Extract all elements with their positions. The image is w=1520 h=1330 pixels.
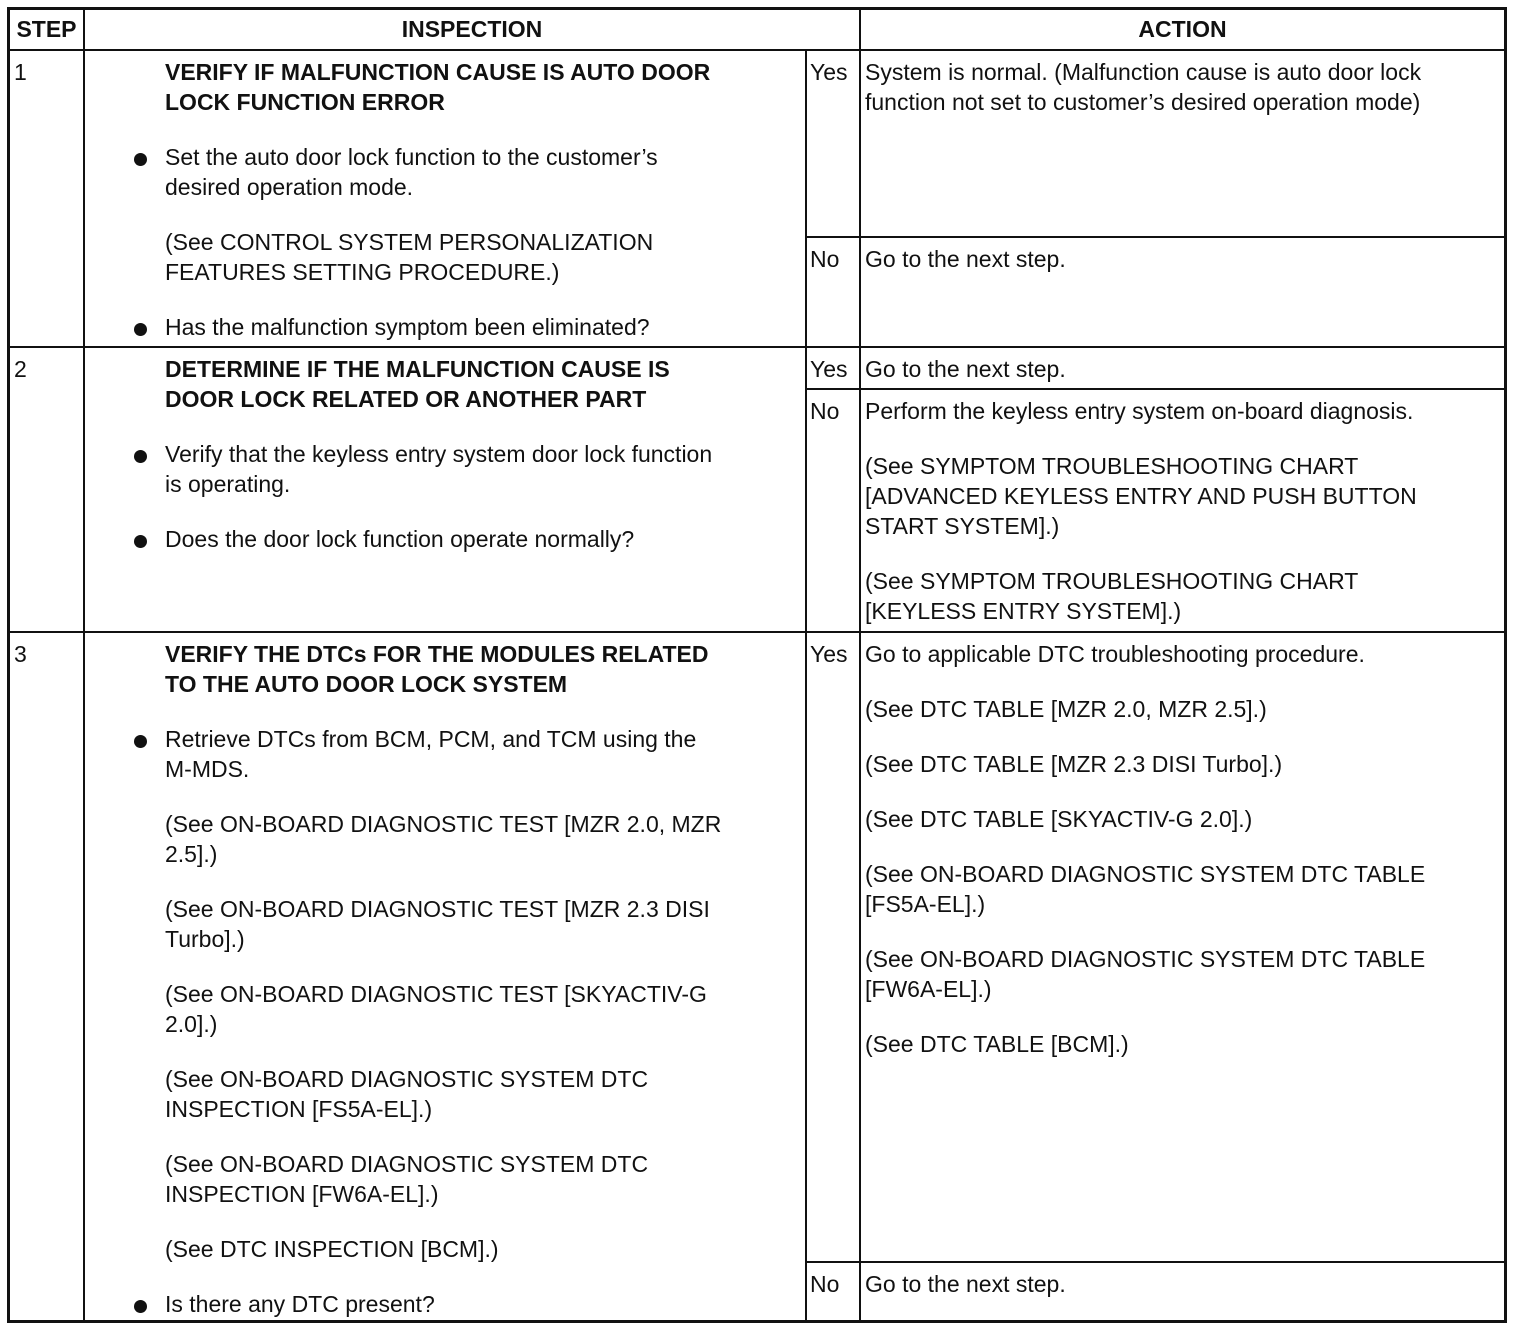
step-title [165,354,670,414]
row2-yes-no-divider [805,388,1504,390]
reference-note-line: (See ON-BOARD DIAGNOSTIC SYSTEM DTC TABLE [865,946,1426,972]
inspection-question: Does the door lock function operate normally? [165,526,635,552]
inspection-item-line: is operating. [165,471,291,497]
row1-divider [10,346,1504,348]
yes-label: Yes [810,59,848,85]
bullet-icon [134,735,147,748]
reference-note-line: (See CONTROL SYSTEM PERSONALIZATION [165,229,654,255]
reference-note [865,451,1417,541]
reference-note-line: (See ON-BOARD DIAGNOSTIC SYSTEM DTC TABLE [865,861,1426,887]
no-action: Go to the next step. [865,1271,1066,1297]
action-column-divider [859,10,861,1320]
reference-note-line: [KEYLESS ENTRY SYSTEM].) [865,598,1182,624]
bullet-icon [134,1300,147,1313]
reference-note: (See DTC TABLE [SKYACTIV-G 2.0].) [865,806,1253,832]
inspection-question: Is there any DTC present? [165,1291,435,1317]
reference-note-line: (See ON-BOARD DIAGNOSTIC SYSTEM DTC [165,1151,649,1177]
reference-note: (See DTC TABLE [BCM].) [865,1031,1129,1057]
inspection-column-divider [805,50,807,1320]
yes-action [865,57,1421,117]
no-label: No [810,246,840,272]
reference-note-line: [FS5A-EL].) [865,891,986,917]
bullet-icon [134,450,147,463]
step-number: 2 [14,356,27,382]
reference-note-line: (See ON-BOARD DIAGNOSTIC SYSTEM DTC [165,1066,649,1092]
reference-note-line: (See SYMPTOM TROUBLESHOOTING CHART [865,568,1359,594]
yes-action: Go to the next step. [865,356,1066,382]
reference-note-line: (See ON-BOARD DIAGNOSTIC TEST [SKYACTIV-G [165,981,707,1007]
inspection-item [165,724,696,784]
step-title-line: VERIFY IF MALFUNCTION CAUSE IS AUTO DOOR [165,59,711,85]
reference-note [165,894,710,954]
inspection-item-line: Verify that the keyless entry system door lock function [165,441,713,467]
reference-note-line: (See ON-BOARD DIAGNOSTIC TEST [MZR 2.0, MZR [165,811,722,837]
reference-note [165,227,653,287]
reference-note [865,859,1425,919]
inspection-item [165,142,658,202]
reference-note-line: Turbo].) [165,926,245,952]
step-title-line: DETERMINE IF THE MALFUNCTION CAUSE IS [165,356,670,382]
bullet-icon [134,323,147,336]
bullet-icon [134,153,147,166]
yes-action-line: System is normal. (Malfunction cause is auto door lock [865,59,1422,85]
reference-note [865,944,1425,1004]
row2-divider [10,631,1504,633]
step-title [165,639,709,699]
step-title-line: TO THE AUTO DOOR LOCK SYSTEM [165,671,568,697]
reference-note [165,1064,648,1124]
inspection-item-line: M-MDS. [165,756,250,782]
no-action: Go to the next step. [865,246,1066,272]
reference-note: (See DTC INSPECTION [BCM].) [165,1236,499,1262]
inspection-item-line: Retrieve DTCs from BCM, PCM, and TCM using the [165,726,697,752]
inspection-item [165,439,712,499]
header-step: STEP [16,16,77,42]
no-label: No [810,1271,840,1297]
step-title-line: DOOR LOCK RELATED OR ANOTHER PART [165,386,647,412]
header-action: ACTION [1138,16,1227,42]
yes-action-line: function not set to customer’s desired operation mode) [865,89,1421,115]
step-title-line: VERIFY THE DTCs FOR THE MODULES RELATED [165,641,709,667]
inspection-item-line: desired operation mode. [165,174,414,200]
reference-note [165,809,721,869]
reference-note-line: INSPECTION [FW6A-EL].) [165,1181,439,1207]
troubleshooting-table [7,7,1507,1323]
bullet-icon [134,535,147,548]
header-divider [10,49,1504,51]
reference-note-line: 2.5].) [165,841,218,867]
row1-yes-no-divider [805,236,1504,238]
no-action: Perform the keyless entry system on-board diagnosis. [865,398,1414,424]
header-inspection: INSPECTION [401,16,543,42]
reference-note-line: [FW6A-EL].) [865,976,992,1002]
reference-note-line: [ADVANCED KEYLESS ENTRY AND PUSH BUTTON [865,483,1417,509]
reference-note-line: 2.0].) [165,1011,218,1037]
reference-note [865,566,1358,626]
inspection-item-line: Set the auto door lock function to the customer’s [165,144,658,170]
row3-yes-no-divider [805,1261,1504,1263]
yes-label: Yes [810,356,848,382]
reference-note [165,979,707,1039]
step-column-divider [83,10,85,1320]
step-number: 3 [14,641,27,667]
step-number: 1 [14,59,27,85]
reference-note-line: INSPECTION [FS5A-EL].) [165,1096,433,1122]
no-label: No [810,398,840,424]
inspection-question: Has the malfunction symptom been eliminated? [165,314,650,340]
reference-note: (See DTC TABLE [MZR 2.0, MZR 2.5].) [865,696,1267,722]
reference-note: (See DTC TABLE [MZR 2.3 DISI Turbo].) [865,751,1283,777]
reference-note-line: START SYSTEM].) [865,513,1060,539]
yes-label: Yes [810,641,848,667]
reference-note-line: (See ON-BOARD DIAGNOSTIC TEST [MZR 2.3 DISI [165,896,710,922]
step-title-line: LOCK FUNCTION ERROR [165,89,445,115]
step-title [165,57,710,117]
reference-note [165,1149,648,1209]
reference-note-line: FEATURES SETTING PROCEDURE.) [165,259,560,285]
yes-action: Go to applicable DTC troubleshooting procedure. [865,641,1365,667]
reference-note-line: (See SYMPTOM TROUBLESHOOTING CHART [865,453,1359,479]
